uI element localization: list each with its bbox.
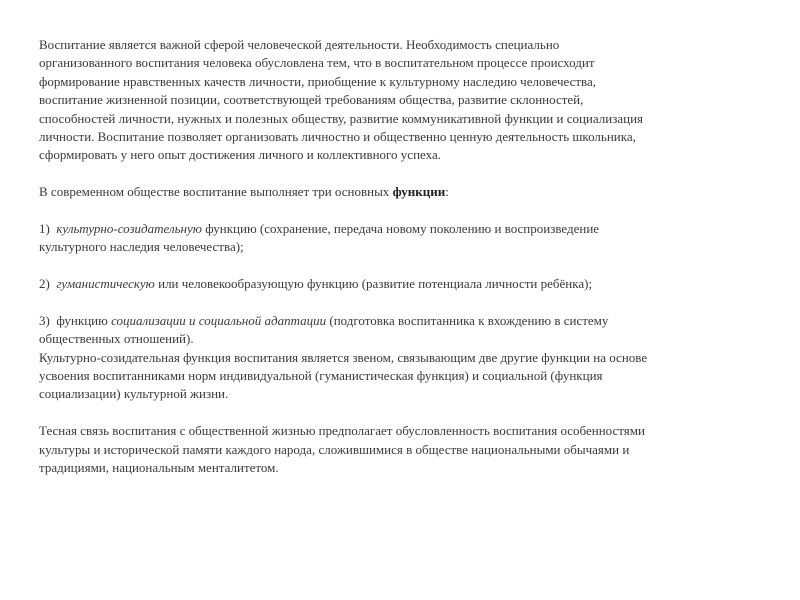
text-line: формирование нравственных качеств личности, приобщение к культурному наследию человечества, <box>39 73 597 89</box>
functions-heading-text: В современном обществе воспитание выполняет три основных <box>39 184 393 200</box>
list-text: функцию (сохранение, передача новому поколению и воспроизведение <box>201 220 600 236</box>
text-line: способностей личности, нужных и полезных обществу, развитие коммуникативной функции и социализация <box>39 110 644 126</box>
text-line: усвоения воспитанниками норм индивидуальной (гуманистическая функция) и социальной (функция <box>39 368 603 384</box>
list-item-1 <box>39 220 774 257</box>
functions-heading <box>39 183 774 201</box>
text-line: культуры и исторической памяти каждого народа, сложившимися в обществе национальными обычаями и <box>39 441 630 457</box>
list-number: 2) <box>39 276 57 292</box>
list-number: 3) функцию <box>39 312 112 328</box>
list-term-italic: социализации и социальной адаптации <box>111 312 327 328</box>
functions-heading-colon: : <box>445 184 449 200</box>
list-item-2 <box>39 275 774 293</box>
text-line: традициями, национальным менталитетом. <box>39 459 279 475</box>
text-line: Воспитание является важной сферой человеческой деятельности. Необходимость специально <box>39 37 560 52</box>
text-line: воспитание жизненной позиции, соответствующей требованиям общества, развитие склонностей, <box>39 92 584 108</box>
list-term-italic: культурно-созидательную <box>56 220 202 236</box>
text-line: организованного воспитания человека обусловлена тем, что в воспитательном процессе происходит <box>39 55 595 71</box>
paragraph-connection <box>39 422 774 477</box>
list-term-italic: гуманистическую <box>56 276 155 292</box>
paragraph-cultural-function <box>39 349 774 404</box>
document-page <box>39 36 774 477</box>
list-text: или человекообразующую функцию (развитие потенциала личности ребёнка); <box>154 276 593 292</box>
list-item-3 <box>39 312 774 349</box>
text-line: Тесная связь воспитания с общественной жизнью предполагает обусловленность воспитания особенностями <box>39 423 645 439</box>
text-line: социализации) культурной жизни. <box>39 386 229 402</box>
text-line: личности. Воспитание позволяет организовать личностно и общественно ценную деятельность школьника, <box>39 128 636 144</box>
list-number: 1) <box>39 220 57 236</box>
text-line: Культурно-созидательная функция воспитания является звеном, связывающим две другие функции на основе <box>39 349 648 365</box>
list-text-cont: культурного наследия человечества); <box>39 239 244 255</box>
paragraph-intro <box>39 36 774 165</box>
list-text: (подготовка воспитанника к вхождению в систему <box>326 312 609 328</box>
functions-heading-bold: функции <box>392 184 446 200</box>
list-text-cont: общественных отношений). <box>39 331 194 347</box>
text-line: сформировать у него опыт достижения личного и коллективного успеха. <box>39 147 441 163</box>
